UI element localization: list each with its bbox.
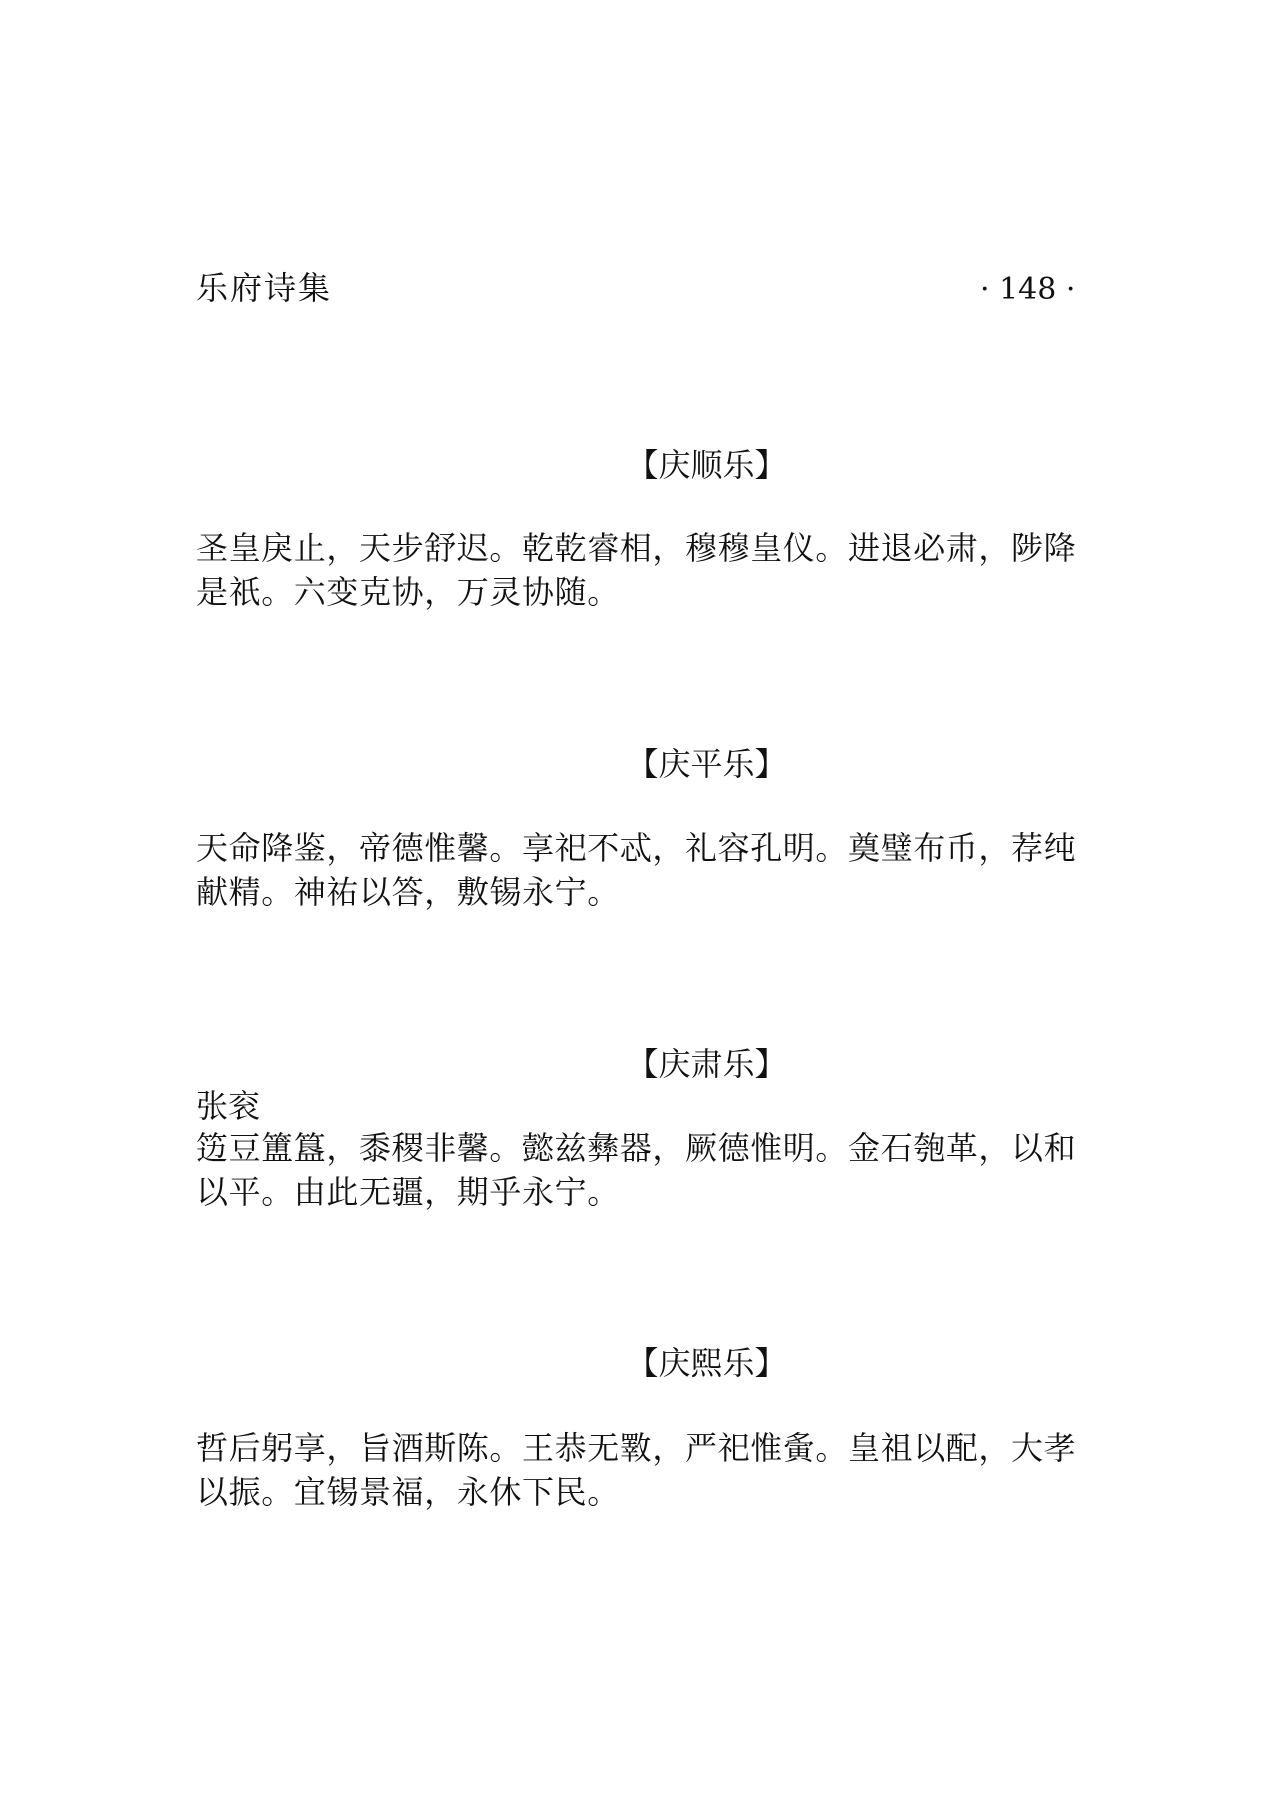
section-text: 圣皇戾止，天步舒迟。乾乾睿相，穆穆皇仪。进退必肃，陟降是祇。六变克协，万灵协随。 [196, 529, 1077, 611]
section-title [0, 445, 1283, 485]
page-number: · 148 · [980, 272, 1076, 307]
section-title-text: 【庆肃乐】 [626, 1045, 787, 1083]
section-title-text: 【庆平乐】 [626, 745, 787, 783]
section-author: 张衮 [196, 1087, 261, 1125]
book-title: 乐府诗集 [196, 269, 333, 307]
section-text: 天命降鉴，帝德惟馨。享祀不忒，礼容孔明。奠璧布币，荐纯献精。神祐以答，敷锡永宁。 [196, 829, 1077, 911]
section-title-text: 【庆熙乐】 [626, 1344, 787, 1382]
section-text: 笾豆簠簋，黍稷非馨。懿兹彝器，厥德惟明。金石匏革，以和以平。由此无疆，期乎永宁。 [196, 1129, 1077, 1211]
section-title-text: 【庆顺乐】 [626, 446, 787, 484]
section-title [0, 1343, 1283, 1383]
section-text: 哲后躬享，旨酒斯陈。王恭无斁，严祀惟夤。皇祖以配，大孝以振。宜锡景福，永休下民。 [196, 1429, 1077, 1511]
section-title [0, 1044, 1283, 1084]
section-title [0, 744, 1283, 784]
